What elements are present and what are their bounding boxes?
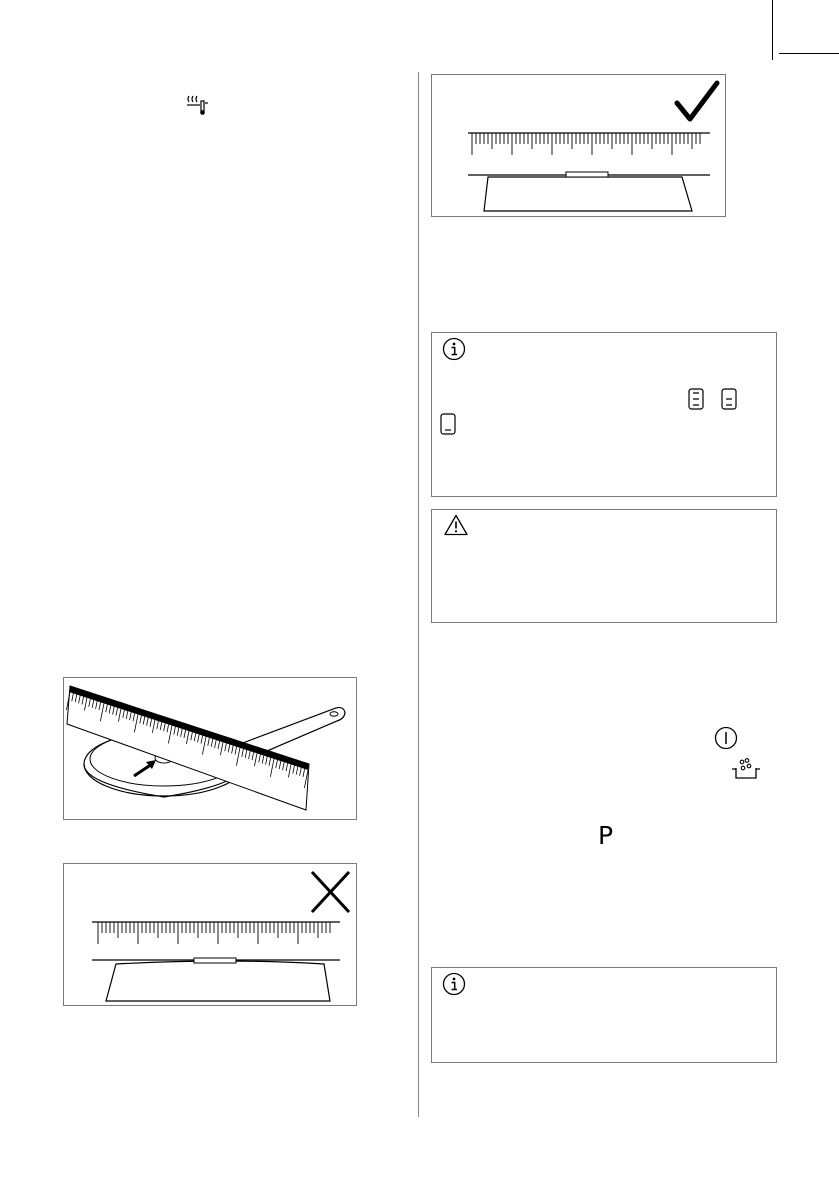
p-symbol: P [598, 821, 614, 850]
display-three-segment-icon [688, 388, 704, 410]
incorrect-illustration [63, 863, 357, 1006]
check-mark-icon [677, 83, 717, 119]
info-box [431, 967, 777, 1063]
warning-icon [444, 514, 468, 536]
power-icon [714, 726, 738, 750]
info-icon [442, 337, 466, 361]
pan-side-view-icon [484, 172, 692, 211]
ruler-pan-illustration [63, 677, 357, 820]
ruler-icon [92, 922, 340, 944]
boiling-pot-icon [731, 757, 761, 781]
column-divider [418, 72, 419, 1117]
cross-mark-icon [312, 872, 349, 912]
info-box [431, 332, 777, 497]
correct-illustration [431, 74, 726, 217]
info-icon [442, 972, 466, 996]
crop-mark-horizontal [779, 53, 839, 54]
display-one-segment-icon [440, 413, 456, 435]
crop-mark-vertical [772, 0, 773, 60]
warning-box [431, 509, 777, 623]
pan-side-view-icon [106, 958, 330, 1001]
steam-thermometer-icon [186, 94, 210, 116]
ruler-icon [468, 133, 710, 155]
display-two-segment-icon [721, 388, 737, 410]
